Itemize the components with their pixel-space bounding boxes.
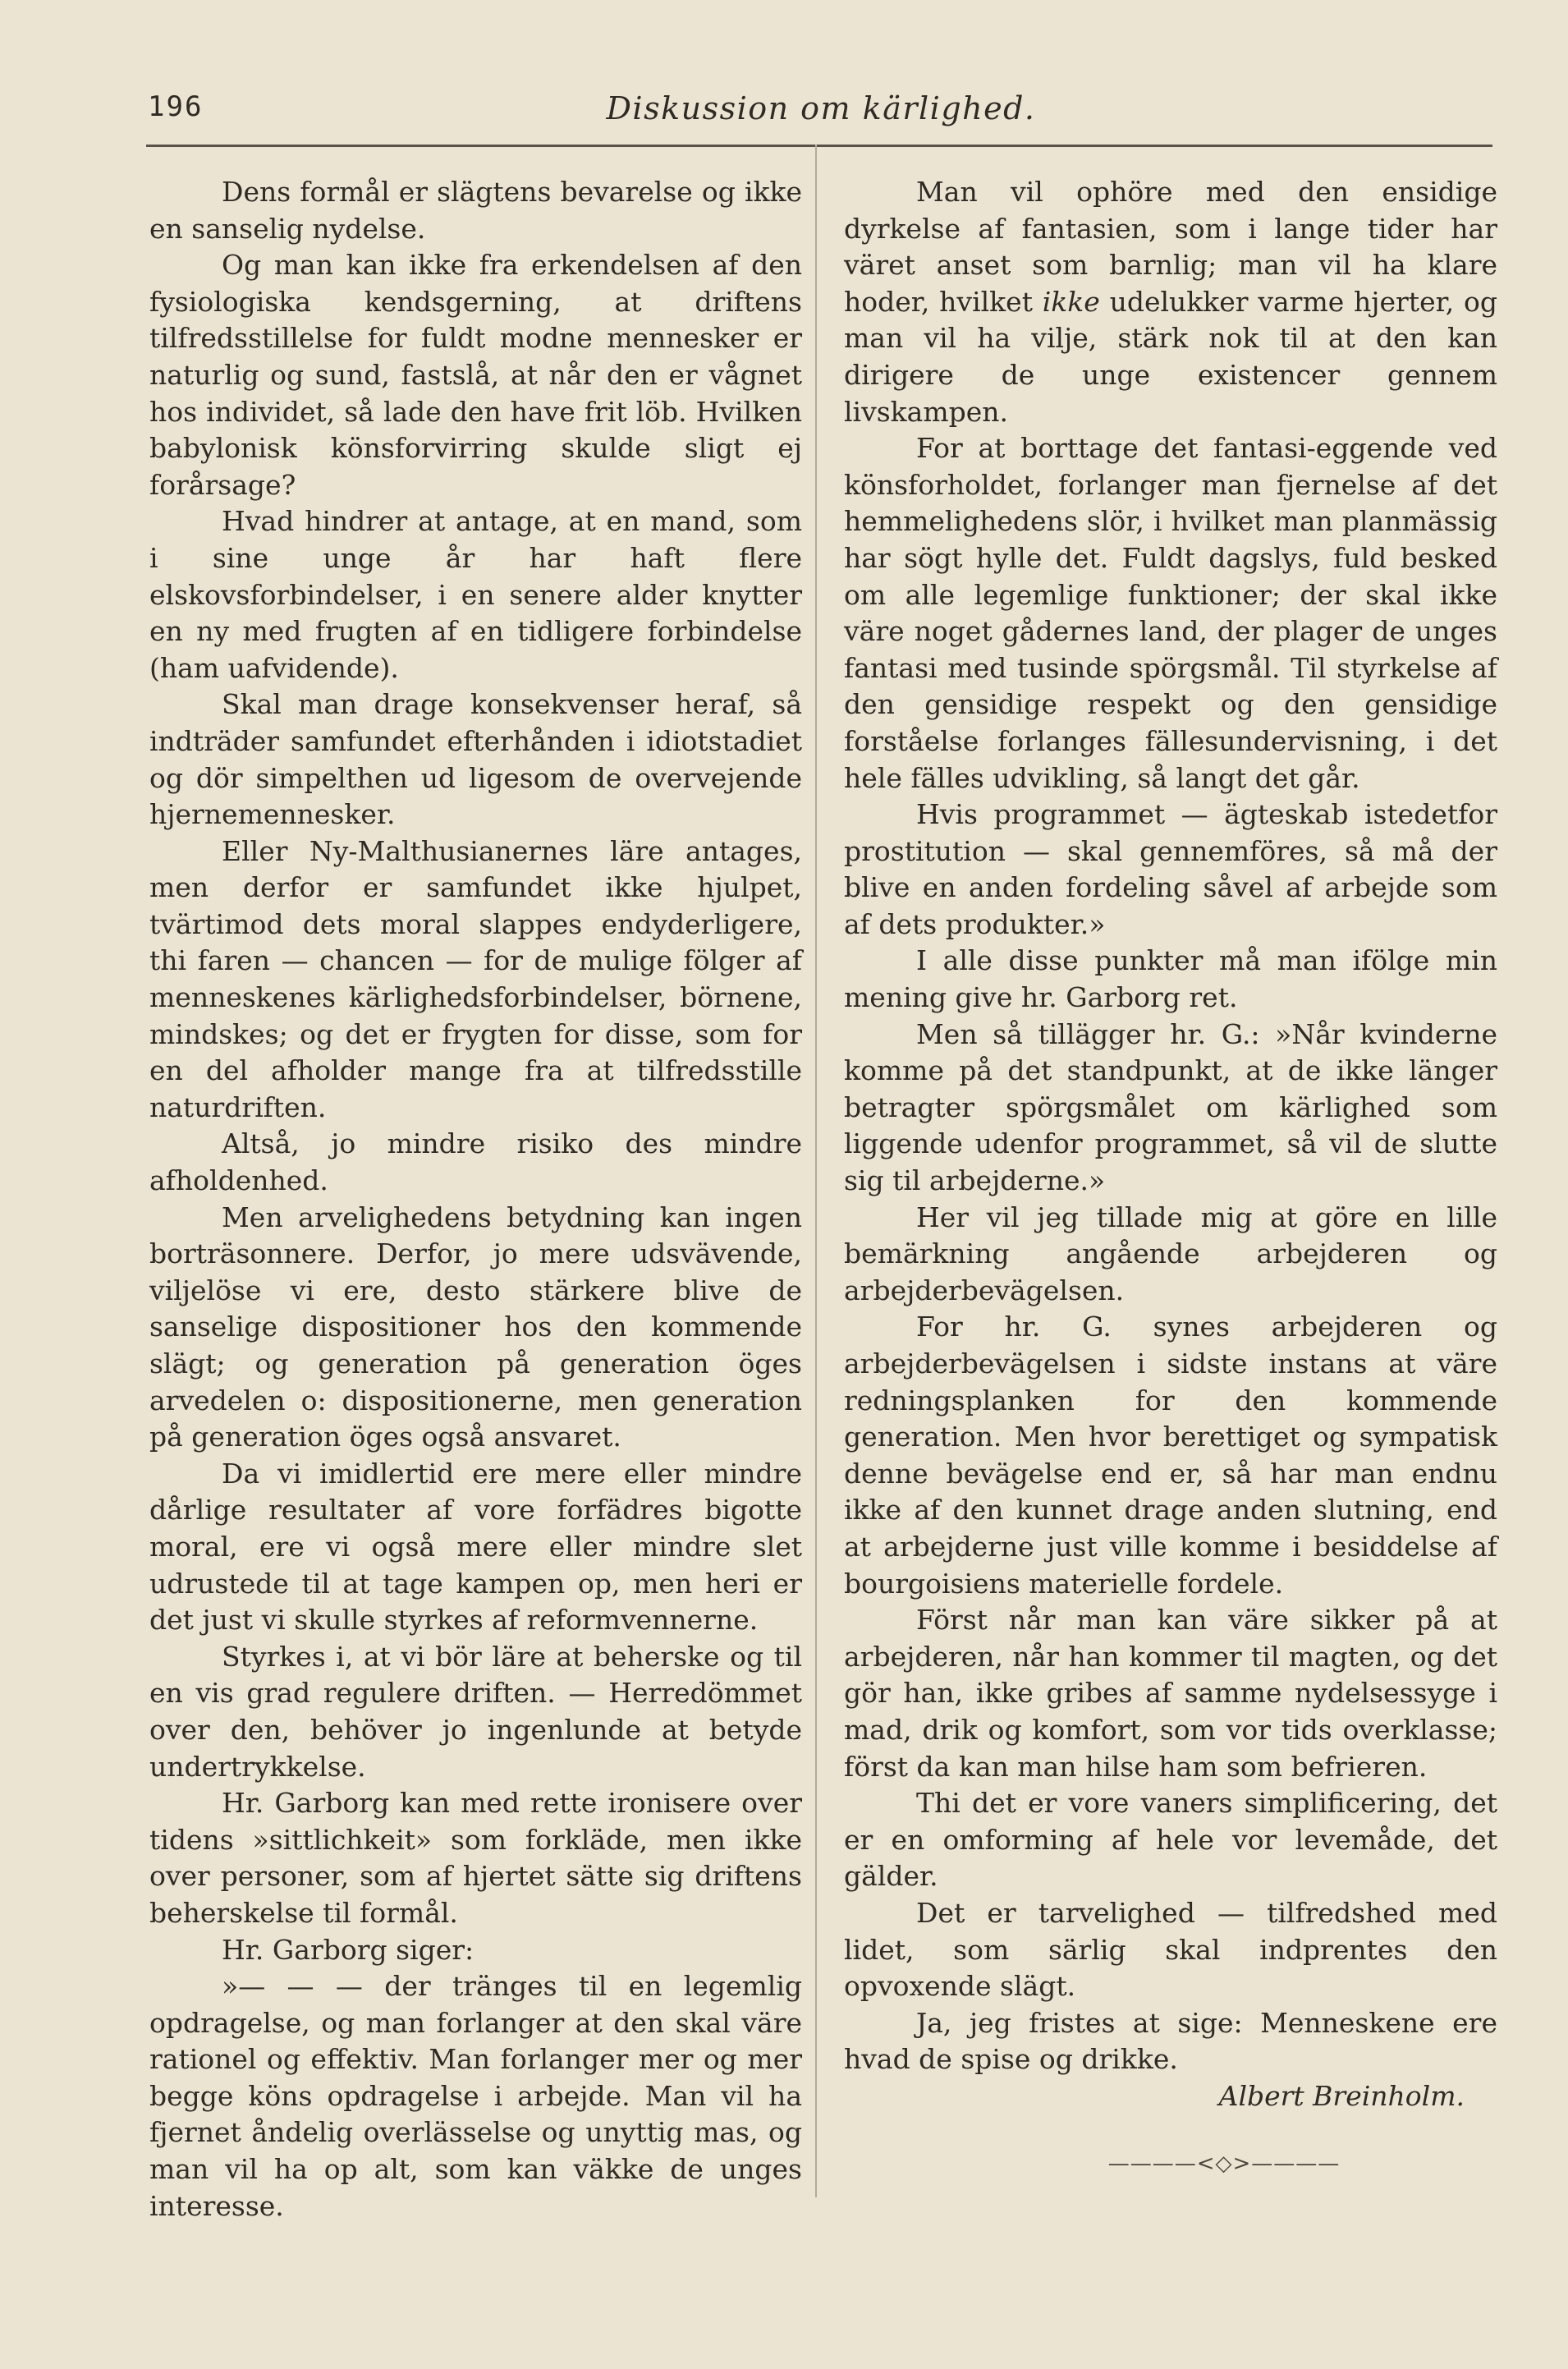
running-title: Diskussion om kärlighed. <box>606 90 1036 126</box>
paragraph: Ja, jeg fristes at sige: Menneskene ere hvad de spise og drikke. <box>844 2006 1497 2076</box>
paragraph: Altså, jo mindre risiko des mindre afholdenhed. <box>149 1127 802 1197</box>
paragraph: Det er tarvelighed — tilfredshed med lidet, som särlig skal indprentes den opvoxende slägt. <box>844 1896 1497 2003</box>
paragraph: Hr. Garborg kan med rette ironisere over tidens »sittlichkeit» som forkläde, men ikke over personer, som af hjertet sätte sig driftens beherskelse til formål. <box>149 1787 802 1929</box>
paragraph: For at borttage det fantasi-eggende ved könsforholdet, forlanger man fjernelse af det hemmelighedens slör, i hvilket man planmässig har sögt hylle det. Fuldt dagslys, fuld besked om alle legemlige funktioner; der skal ikke väre noget gådernes land, der plager de unges fantasi med tusinde spörgsmål. Til styrkelse af den gensidige respekt og den gensidige forståelse forlanges fällesundervisning, i det hele fälles udvikling, så langt det går. <box>844 432 1497 794</box>
paragraph: Dens formål er slägtens bevarelse og ikke en sanselig nydelse. <box>149 176 802 245</box>
paragraph: Hvis programmet — ägteskab istedetfor prostitution — skal gennemföres, så må der blive en anden fordeling såvel af arbejde som af dets produkter.» <box>844 798 1497 940</box>
paragraph: For hr. G. synes arbejderen og arbejderbevägelsen i sidste instans at väre redningsplanken for den kommende generation. Men hvor berettiget og sympatisk denne bevägelse end er, så har man endnu ikke af den kunnet drage anden slutning, end at arbejderne just ville komme i besiddelse af bourgoisiens materielle fordele. <box>844 1311 1497 1600</box>
paragraph: Men så tillägger hr. G.: »Når kvinderne komme på det standpunkt, at de ikke länger betragter spörgsmålet om kärlighed som liggende udenfor programmet, så vil de slutte sig til arbejderne.» <box>844 1017 1497 1197</box>
header-rule <box>146 145 1492 147</box>
left-column <box>149 174 802 2224</box>
paragraph: Her vil jeg tillade mig at göre en lille bemärkning angående arbejderen og arbejderbevägelsen. <box>844 1201 1497 1306</box>
page-number: 196 <box>148 90 204 123</box>
paragraph: Man vil ophöre med den ensidige dyrkelse af fantasien, som i lange tider har väret anset som barnlig; man vil ha klare hoder, hvilket ikke udelukker varme hjerter, og man vil ha vilje, stärk nok til at den kan dirigere de unge existencer gennem livskampen. <box>844 176 1497 428</box>
paragraph: Og man kan ikke fra erkendelsen af den fysiologiska kendsgerning, at driftens tilfredsstillelse for fuldt modne mennesker er naturlig og sund, fastslå, at når den er vågnet hos individet, så lade den have frit löb. Hvilken babylonisk könsforvirring skulde sligt ej forårsage? <box>149 249 802 501</box>
paragraph: »— — — der tränges til en legemlig opdragelse, og man forlanger at den skal väre rationel og effektiv. Man forlanger mer og mer begge köns opdragelse i arbejde. Man vil ha fjernet åndelig overlässelse og unyttig mas, og man vil ha op alt, som kan väkke de unges interesse. <box>149 1970 802 2222</box>
end-ornament: ————<◇>———— <box>1107 2151 1341 2177</box>
column-divider <box>815 145 817 2197</box>
right-column <box>844 174 1497 2183</box>
paragraph: I alle disse punkter må man ifölge min mening give hr. Garborg ret. <box>844 944 1497 1014</box>
paragraph: Hvad hindrer at antage, at en mand, som i sine unge år har haft flere elskovsforbindelser, i en senere alder knytter en ny med frugten af en tidligere forbindelse (ham uafvidende). <box>149 505 802 684</box>
paragraph: Styrkes i, at vi bör läre at beherske og til en vis grad regulere driften. — Herredömmet over den, behöver jo ingenlunde at betyde undertrykkelse. <box>149 1640 802 1783</box>
paragraph: Thi det er vore vaners simplificering, det er en omforming af hele vor levemåde, det gälder. <box>844 1787 1497 1893</box>
page-header <box>148 90 1494 133</box>
paragraph: Eller Ny-Malthusianernes läre antages, men derfor er samfundet ikke hjulpet, tvärtimod dets moral slappes endyderligere, thi faren — chancen — for de mulige fölger af menneskenes kärlighedsforbindelser, börnene, mindskes; og det er frygten for disse, som for en del afholder mange fra at tilfredsstille naturdriften. <box>149 834 802 1123</box>
paragraph: Men arvelighedens betydning kan ingen borträsonnere. Derfor, jo mere udsvävende, viljelöse vi ere, desto stärkere blive de sanselige dispositioner hos den kommende slägt; og generation på generation öges arvedelen o: dispositionerne, men generation på generation öges også ansvaret. <box>149 1201 802 1453</box>
paragraph: Först når man kan väre sikker på at arbejderen, når han kommer til magten, og det gör han, ikke gribes af samme nydelsessyge i mad, drik og komfort, som vor tids overklasse; först da kan man hilse ham som befrieren. <box>844 1604 1497 1783</box>
paragraph: Da vi imidlertid ere mere eller mindre dårlige resultater af vore forfädres bigotte moral, ere vi også mere eller mindre slet udrustede til at tage kampen op, men heri er det just vi skulle styrkes af reformvennerne. <box>149 1457 802 1637</box>
author-signature: Albert Breinholm. <box>1218 2079 1465 2112</box>
paragraph: Skal man drage konsekvenser heraf, så indträder samfundet efterhånden i idiotstadiet og dör simpelthen ud ligesom de overvejende hjernemennesker. <box>149 688 802 831</box>
right-column-paragraphs <box>844 174 1497 2078</box>
paragraph: Hr. Garborg siger: <box>222 1933 475 1966</box>
